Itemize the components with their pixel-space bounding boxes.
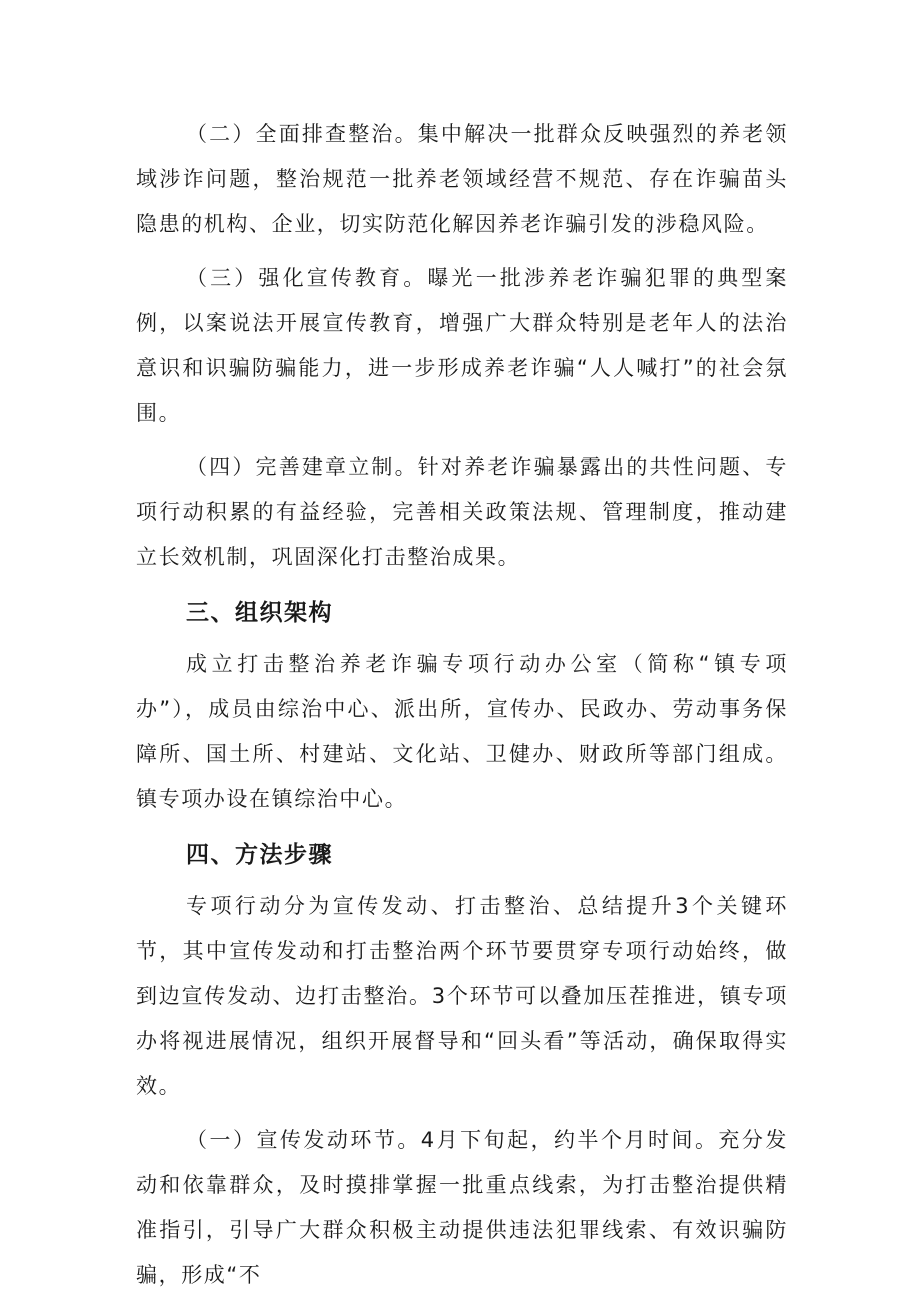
paragraph-action-stages: 专项行动分为宣传发动、打击整治、总结提升3个关键环节，其中宣传发动和打击整治两个环节要贯穿专项行动始终，做到边宣传发动、边打击整治。3个环节可以叠加压茬推进，镇专项办将视进展情况，组织开展督导和“回头看”等活动，确保取得实效。 <box>136 894 788 1098</box>
section-heading-organization: 三、组织架构 <box>186 600 333 626</box>
paragraph-publicity-education: （三）强化宣传教育。曝光一批涉养老诈骗犯罪的典型案例，以案说法开展宣传教育，增强广大群众特别是老年人的法治意识和识骗防骗能力，进一步形成养老诈骗“人人喊打”的社会氛围。 <box>136 266 788 425</box>
paragraph-publicity-stage: （一）宣传发动环节。4月下旬起，约半个月时间。充分发动和依靠群众，及时摸排掌握一批重点线索，为打击整治提供精准指引，引导广大群众积极主动提供违法犯罪线索、有效识骗防骗，形成“不 <box>136 1128 788 1287</box>
paragraph-comprehensive-inspection: （二）全面排查整治。集中解决一批群众反映强烈的养老领域涉诈问题，整治规范一批养老领域经营不规范、存在诈骗苗头隐患的机构、企业，切实防范化解因养老诈骗引发的涉稳风险。 <box>136 122 788 236</box>
section-heading-methods-steps: 四、方法步骤 <box>186 842 333 868</box>
paragraph-organization-structure: 成立打击整治养老诈骗专项行动办公室（简称“镇专项办”），成员由综治中心、派出所，宣传办、民政办、劳动事务保障所、国土所、村建站、文化站、卫健办、财政所等部门组成。镇专项办设在镇综治中心。 <box>136 652 788 811</box>
paragraph-rules-improvement: （四）完善建章立制。针对养老诈骗暴露出的共性问题、专项行动积累的有益经验，完善相关政策法规、管理制度，推动建立长效机制，巩固深化打击整治成果。 <box>136 455 788 569</box>
document-page <box>136 112 788 1298</box>
